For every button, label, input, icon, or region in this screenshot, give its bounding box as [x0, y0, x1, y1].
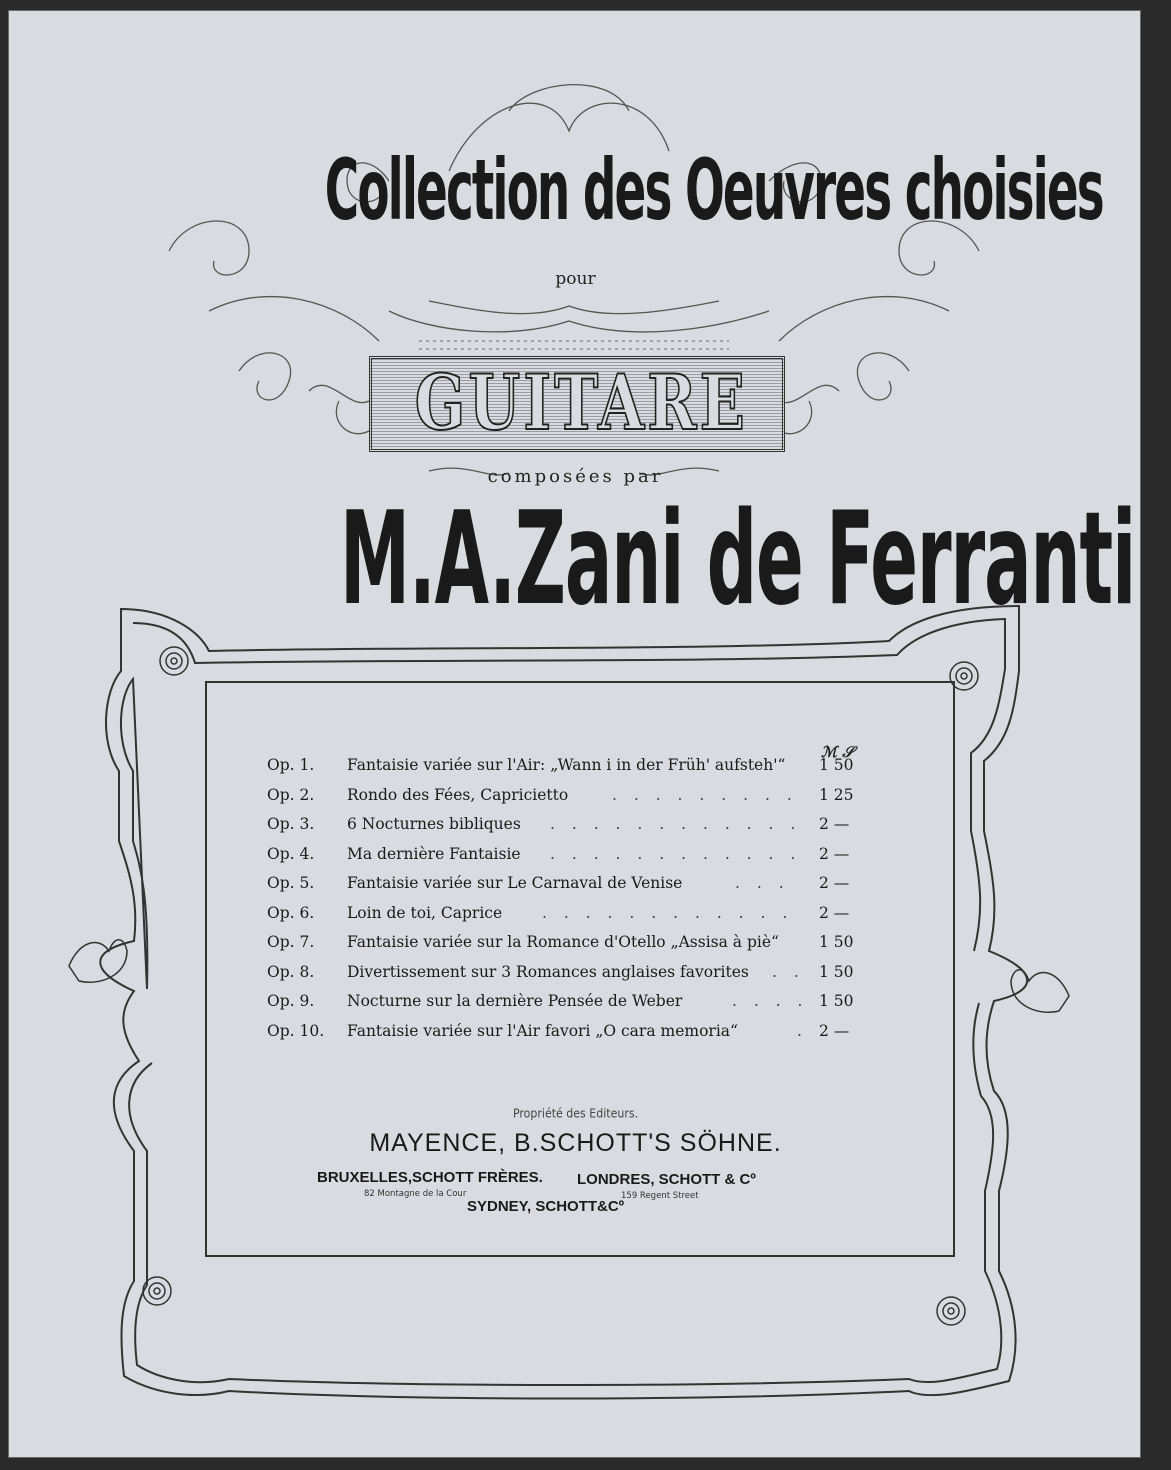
work-opus: Op. 6.: [267, 903, 315, 922]
work-leader-dots: . . . . . . . . . . . .: [542, 903, 794, 922]
price-header: ℳ 𝒮: [821, 743, 854, 761]
publisher-brussels: BRUXELLES,SCHOTT FRÈRES.: [317, 1169, 543, 1186]
work-opus: Op. 9.: [267, 992, 315, 1010]
work-opus: Op. 8.: [267, 962, 315, 981]
publisher-property-note: Propriété des Editeurs.: [512, 1106, 639, 1121]
title-page: [8, 10, 1141, 1458]
work-row: [267, 992, 887, 1022]
work-price: 2 —: [819, 1021, 850, 1040]
work-row: [267, 904, 887, 934]
work-leader-dots: . . . . . . . . .: [612, 785, 798, 804]
work-price: 1 50: [819, 992, 854, 1010]
work-price: 2 —: [819, 874, 850, 892]
work-leader-dots: . . . . . . . . . . . .: [550, 844, 802, 863]
work-opus: Op. 7.: [267, 933, 315, 951]
work-leader-dots: . . . .: [732, 992, 809, 1010]
work-opus: Op. 2.: [267, 785, 315, 804]
work-row: [267, 1022, 887, 1052]
work-price: 2 —: [819, 903, 850, 922]
work-row: [267, 786, 887, 816]
works-list: [267, 756, 887, 1051]
work-title: Rondo des Fées, Capricietto: [347, 785, 569, 804]
instrument-title: GUITARE: [414, 358, 748, 447]
work-title: 6 Nocturnes bibliques: [347, 815, 521, 833]
work-opus: Op. 5.: [267, 874, 315, 892]
work-title: Loin de toi, Caprice: [347, 903, 503, 922]
publisher-london-address: 159 Regent Street: [621, 1191, 699, 1201]
work-price: 2 —: [819, 815, 850, 833]
work-leader-dots: . . . . . . . . . . . .: [550, 815, 802, 833]
work-leader-dots: . . .: [735, 874, 790, 892]
work-opus: Op. 1.: [267, 756, 315, 774]
work-price: 1 50: [819, 962, 854, 981]
collection-title: Collection des Oeuvres choisies: [324, 141, 1103, 239]
work-row: [267, 815, 887, 845]
composer-name: M.A.Zani de Ferranti: [340, 485, 1136, 634]
work-title: Fantaisie variée sur Le Carnaval de Venise: [347, 874, 683, 892]
work-title: Divertissement sur 3 Romances anglaises favorites: [347, 962, 749, 981]
work-row: [267, 845, 887, 875]
work-opus: Op. 10.: [267, 1021, 325, 1040]
work-title: Fantaisie variée sur l'Air favori „O cara memoria“: [347, 1021, 738, 1040]
work-row: [267, 933, 887, 963]
work-row: [267, 963, 887, 993]
work-price: 1 25: [819, 785, 854, 804]
publisher-main: MAYENCE, B.SCHOTT'S SÖHNE.: [369, 1129, 782, 1157]
composed-by-label: composées par: [487, 466, 664, 487]
work-title: Ma dernière Fantaisie: [347, 844, 521, 863]
work-title: Fantaisie variée sur la Romance d'Otello „Assisa à piè“: [347, 933, 779, 951]
work-price: 2 —: [819, 844, 850, 863]
work-price: 1 50: [819, 756, 854, 774]
work-leader-dots: . .: [772, 962, 805, 981]
work-title: Fantaisie variée sur l'Air: „Wann i in der Früh' aufsteh'“: [347, 756, 786, 774]
work-leader-dots: .: [797, 1021, 808, 1040]
publisher-london: LONDRES, SCHOTT & Cº: [577, 1171, 756, 1188]
publisher-sydney: SYDNEY, SCHOTT&Cº: [467, 1198, 625, 1215]
publisher-brussels-address: 82 Montagne de la Cour: [364, 1189, 467, 1199]
pour-label: pour: [555, 269, 596, 289]
work-row: [267, 874, 887, 904]
work-row: [267, 756, 887, 786]
work-title: Nocturne sur la dernière Pensée de Weber: [347, 992, 683, 1010]
work-opus: Op. 3.: [267, 815, 315, 833]
work-opus: Op. 4.: [267, 844, 315, 863]
work-price: 1 50: [819, 933, 854, 951]
